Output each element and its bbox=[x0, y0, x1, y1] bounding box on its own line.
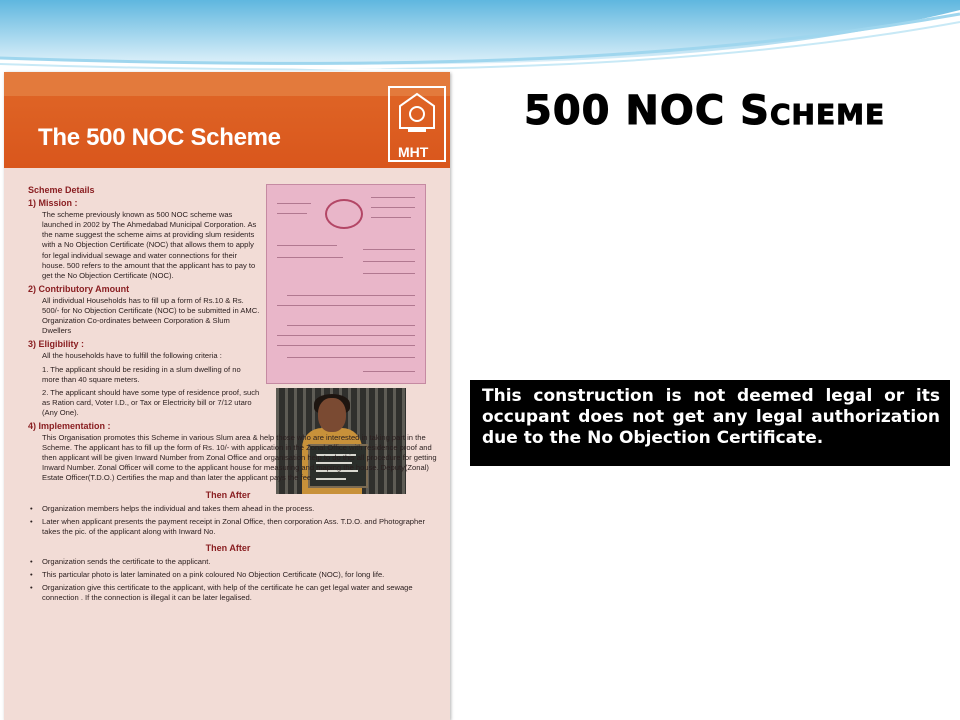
then-after-item: • This particular photo is later laminated on a pink coloured No Objection Certificate (NOC), for long life. bbox=[28, 570, 434, 580]
header-wave-decoration bbox=[0, 0, 960, 80]
then-after-item: • Organization members helps the individual and takes them ahead in the process. bbox=[28, 504, 434, 514]
note-text-box bbox=[470, 380, 950, 466]
slide-title: 500 NOC Scheme bbox=[524, 88, 886, 134]
eligibility-intro: All the households have to fulfill the following criteria : bbox=[42, 351, 222, 361]
mission-text: The scheme previously known as 500 NOC scheme was launched in 2002 by The Ahmedabad Municipal Corporation. As the name suggest the scheme aims at providing slum residents with a No Objection Certificate (NOC) that allows them to apply for legal individual sewage and water connections for their house. 500 refers to the amount that the applicant has to pay to get the No Objection Certificate (NOC). bbox=[42, 210, 257, 280]
contributory-heading: 2) Contributory Amount bbox=[28, 283, 130, 294]
note-text: This construction is not deemed legal or its occupant does not get any legal authorization due to the No Objection Certificate. bbox=[482, 386, 940, 448]
contributory-text: All individual Households has to fill up a form of Rs.10 & Rs. 500/- for No Objection Certificate (NOC) to be submitted in AMC. Organization Co-ordinates between Corporation & Slum Dwellers bbox=[42, 295, 260, 336]
then-after-item: • Later when applicant presents the payment receipt in Zonal Office, then corporation Ass. T.D.O. and Photographer takes the pic. of the applicant along with Inward No. bbox=[28, 517, 434, 537]
eligibility-heading: 3) Eligibility : bbox=[28, 339, 85, 350]
poster-header bbox=[4, 72, 450, 168]
then-after-item: • Organization sends the certificate to the applicant. bbox=[28, 557, 434, 567]
poster-body bbox=[28, 182, 448, 606]
scheme-poster-image bbox=[4, 72, 450, 720]
then-after-heading: Then After bbox=[205, 542, 251, 553]
eligibility-item: 1. The applicant should be residing in a slum dwelling of no more than 40 square meters. bbox=[42, 364, 241, 384]
then-after-heading: Then After bbox=[205, 489, 251, 500]
mission-heading: 1) Mission : bbox=[28, 198, 78, 209]
then-after-item: • Organization give this certificate to the applicant, with help of the certificate he can get legal water and sewage connection . If the connection is illegal it can be later legalised. bbox=[28, 583, 434, 603]
poster-title: The 500 NOC Scheme bbox=[38, 124, 281, 151]
implementation-heading: 4) Implementation : bbox=[28, 420, 111, 431]
eligibility-item: 2. The applicant should have some type of residence proof, such as Ration card, Voter I.D., or Tax or Electricity bill or 7/12 utaro (Any One). bbox=[42, 387, 260, 417]
scheme-details-heading: Scheme Details bbox=[28, 185, 95, 195]
implementation-text: This Organisation promotes this Scheme in various Slum area & help those who are interested in taking part in the Scheme. The applicant has to fill up the form of Rs. 10/- with application in the Zonal Office with residence proof and then applicant will be given Inward Number from Zonal Office and organisation help to do this all procedure for getting Inward Number. Zonal Officer will come to the applicant house for measuring and maping the house. Deputy(Zonal) Estate Officer(T.D.O.) Certifies the map and than later the applicant pays the fee. bbox=[42, 433, 437, 483]
poster-logo-text: MHT bbox=[398, 144, 429, 160]
